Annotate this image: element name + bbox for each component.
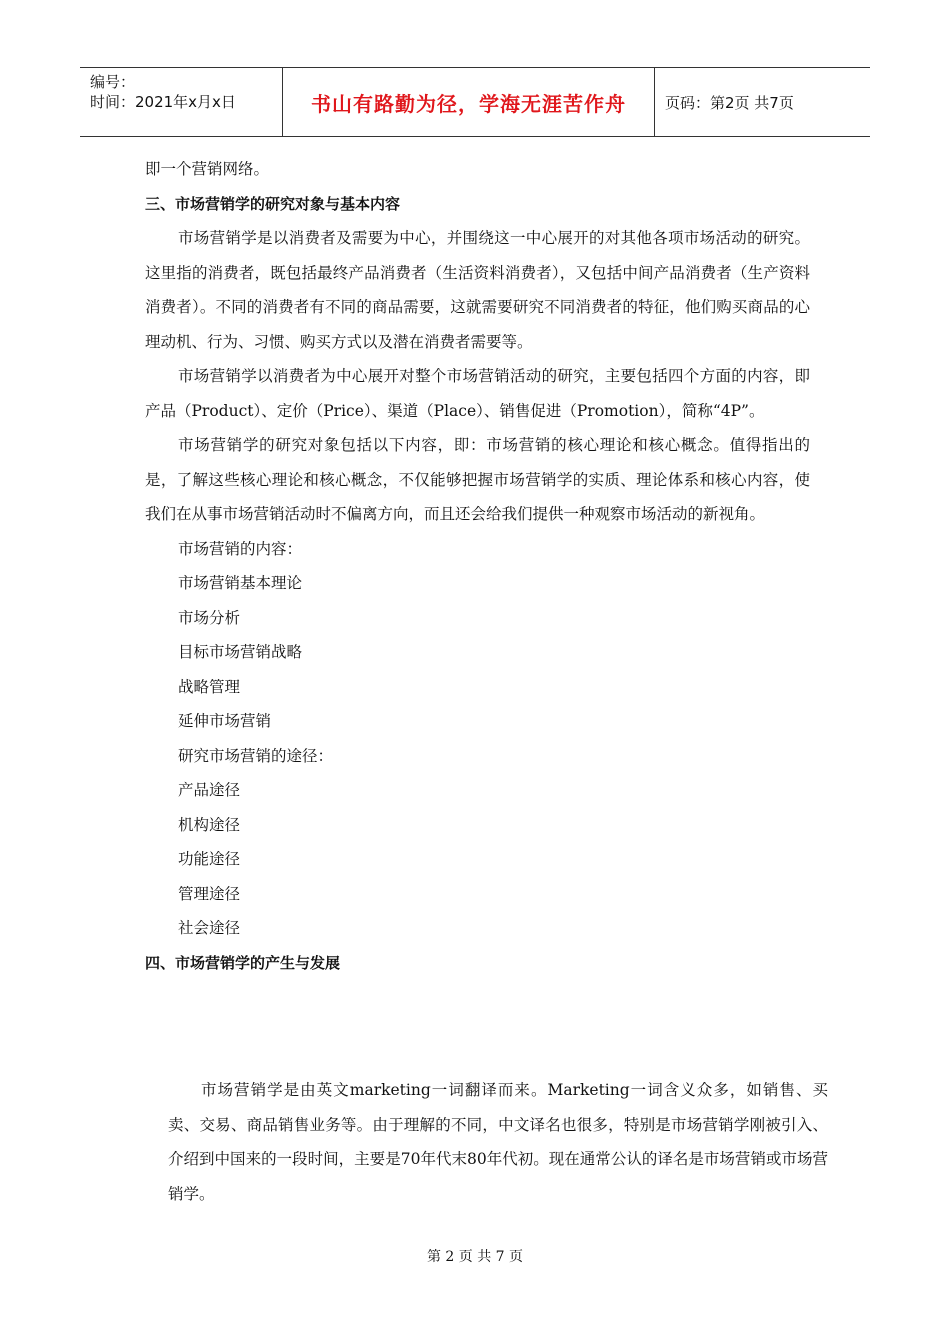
paragraph-2: 市场营销学以消费者为中心展开对整个市场营销活动的研究，主要包括四个方面的内容，即产品（Product）、定价（Price）、渠道（Place）、销售促进（Promotion），简称“4P”。 [145, 367, 810, 420]
list-item: 产品途径 [178, 781, 241, 799]
list-item: 市场分析 [178, 608, 241, 627]
continuation-line: 即一个营销网络。 [145, 160, 270, 178]
header-motto: 书山有路勤为径，学海无涯苦作舟 [311, 91, 626, 116]
section-4-body [168, 1073, 828, 1211]
content-list [145, 532, 810, 946]
list-item: 研究市场营销的途径： [178, 746, 334, 765]
document-body [145, 152, 810, 980]
list-item: 目标市场营销战略 [178, 643, 303, 661]
list-item: 市场营销的内容： [178, 539, 303, 558]
header-meta [80, 68, 282, 136]
page-header [80, 67, 870, 137]
date-label: 时间：2021年x月x日 [90, 93, 236, 111]
list-item: 机构途径 [178, 815, 241, 834]
header-page-label: 页码：第2页 共7页 [665, 93, 794, 112]
number-label: 编号： [90, 73, 136, 91]
page-footer: 第 2 页 共 7 页 [426, 1249, 524, 1265]
section-heading-3: 三、市场营销学的研究对象与基本内容 [145, 194, 401, 213]
section-heading-4: 四、市场营销学的产生与发展 [145, 953, 341, 972]
header-motto-cell [282, 68, 655, 136]
list-item: 功能途径 [178, 850, 241, 868]
list-item: 社会途径 [178, 919, 241, 937]
paragraph-4: 市场营销学是由英文marketing一词翻译而来。Marketing一词含义众多，如销售、买卖、交易、商品销售业务等。由于理解的不同，中文译名也很多，特别是市场营销学刚被引入、介绍到中国来的一段时间，主要是70年代末80年代初。现在通常公认的译名是市场营销或市场营销学。 [168, 1081, 828, 1203]
list-item: 管理途径 [178, 884, 241, 903]
list-item: 市场营销基本理论 [178, 574, 303, 592]
list-item: 延伸市场营销 [178, 712, 272, 730]
paragraph-3: 市场营销学的研究对象包括以下内容，即：市场营销的核心理论和核心概念。值得指出的是，了解这些核心理论和核心概念，不仅能够把握市场营销学的实质、理论体系和核心内容，使我们在从事市场营销活动时不偏离方向，而且还会给我们提供一种观察市场活动的新视角。 [145, 436, 810, 523]
paragraph-1: 市场营销学是以消费者及需要为中心，并围绕这一中心展开的对其他各项市场活动的研究。这里指的消费者，既包括最终产品消费者（生活资料消费者），又包括中间产品消费者（生产资料消费者）。不同的消费者有不同的商品需要，这就需要研究不同消费者的特征，他们购买商品的心理动机、行为、习惯、购买方式以及潜在消费者需要等。 [145, 229, 810, 351]
list-item: 战略管理 [178, 677, 241, 696]
